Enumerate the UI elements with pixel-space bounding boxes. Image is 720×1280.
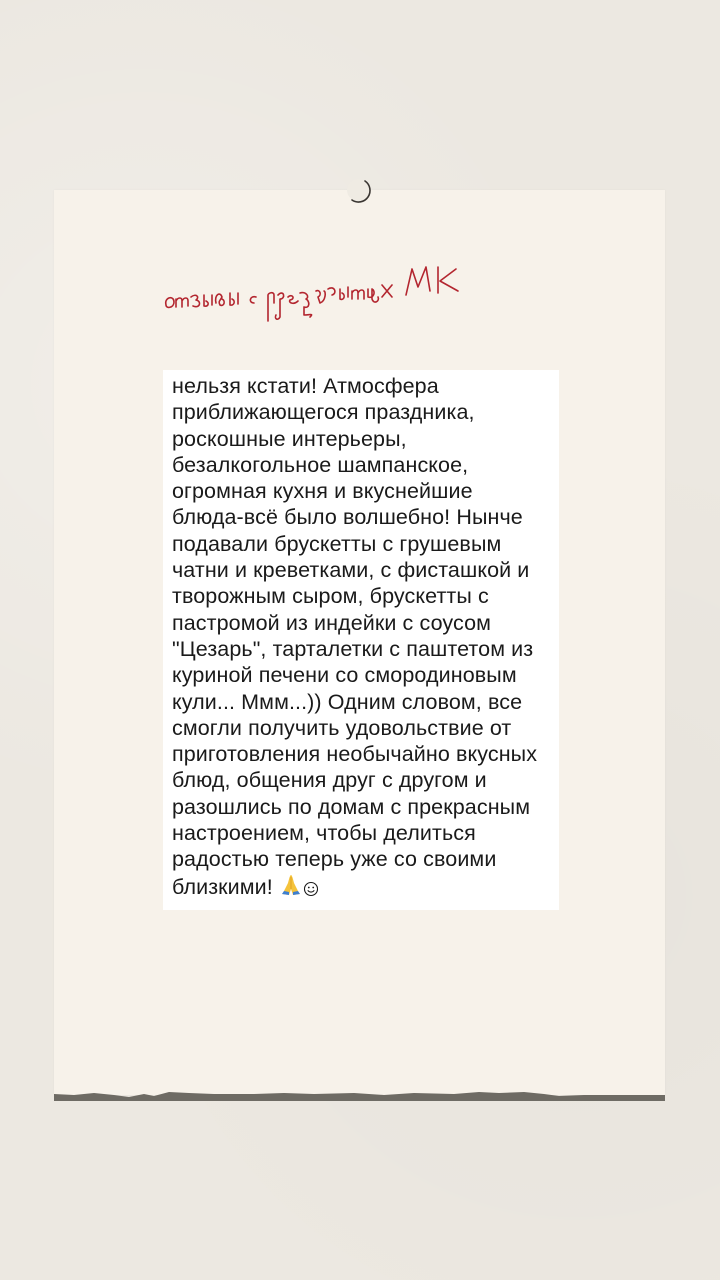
review-line: огромная кухня и вкуснейшие xyxy=(172,479,473,504)
pin-icon xyxy=(343,175,373,205)
review-screenshot-card xyxy=(163,370,559,910)
review-line: безалкогольное шампанское, xyxy=(172,452,469,477)
review-line: приближающегося праздника, xyxy=(172,400,475,425)
handwritten-heading xyxy=(160,255,560,335)
review-line: приготовления необычайно вкусных xyxy=(172,742,538,767)
review-last-line xyxy=(172,873,559,903)
review-line: роскошные интерьеры, xyxy=(172,426,407,451)
review-line: творожным сыром, брускетты с xyxy=(172,584,489,609)
review-line-text: близкими! xyxy=(172,874,273,899)
review-line: куриной печени со смородиновым xyxy=(172,663,517,688)
folded-hands-icon xyxy=(279,873,303,903)
review-line: блюда-всё было волшебно! Нынче xyxy=(172,505,523,530)
review-line: радостью теперь уже со своими xyxy=(172,847,497,872)
review-line: настроением, чтобы делиться xyxy=(172,821,476,846)
review-text xyxy=(172,373,559,903)
review-line: подавали брускетты с грушевым xyxy=(172,531,502,556)
review-line: блюд, общения друг с другом и xyxy=(172,768,487,793)
review-line: разошлись по домам с прекрасным xyxy=(172,794,531,819)
review-line: нельзя кстати! Атмосфера xyxy=(172,374,439,398)
review-line: "Цезарь", тарталетки с паштетом из xyxy=(172,636,534,661)
review-line: кули... Ммм...)) Одним словом, все xyxy=(172,689,523,714)
torn-edge-shadow xyxy=(54,1091,665,1103)
review-line: пастромой из индейки с соусом xyxy=(172,610,492,635)
smiley-icon xyxy=(303,877,319,903)
review-line: смогли получить удовольствие от xyxy=(172,715,512,740)
review-line: чатни и креветками, с фисташкой и xyxy=(172,558,530,583)
